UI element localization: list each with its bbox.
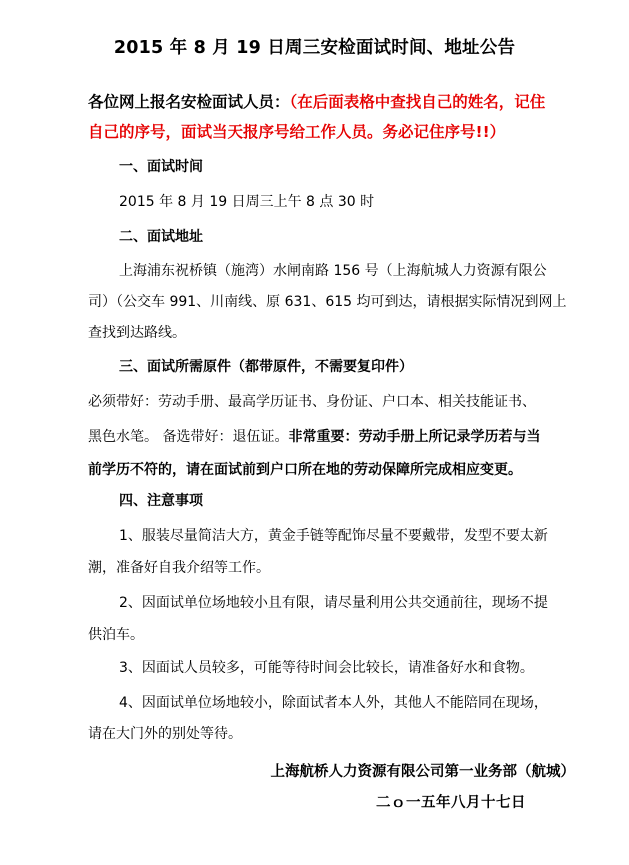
signer-organization: 上海航桥人力资源有限公司第一业务部（航城）: [270, 764, 575, 780]
note-item-2-line-1: 2、因面试单位场地较小且有限，请尽量利用公共交通前往，现场不提: [119, 595, 548, 611]
notice-line-1: [88, 92, 545, 112]
notice-red-text-2: 自己的序号，面试当天报序号给工作人员。务必记住序号!!）: [88, 123, 506, 141]
section-time-content: 2015 年 8 月 19 日周三上午 8 点 30 时: [119, 194, 375, 210]
note-item-4-line-2: 请在大门外的别处等待。: [88, 726, 242, 742]
note-item-4-line-1: 4、因面试单位场地较小，除面试者本人外，其他人不能陪同在现场，: [119, 695, 548, 711]
important-note-text-1: 非常重要：劳动手册上所记录学历若与当: [288, 429, 541, 445]
section-notes-heading: 四、注意事项: [119, 493, 203, 509]
section-address-line-3: 查找到达路线。: [88, 325, 186, 341]
section-address-heading: 二、面试地址: [119, 229, 203, 245]
note-item-1-line-1: 1、服装尽量简洁大方，黄金手链等配饰尽量不要戴带，发型不要太新: [119, 528, 548, 544]
section-time-heading: 一、面试时间: [119, 159, 203, 175]
optional-items-text: 黑色水笔。 备选带好：退伍证。: [88, 429, 289, 445]
important-note-text-2: 前学历不符的，请在面试前到户口所在地的劳动保障所完成相应变更。: [88, 462, 522, 478]
notice-red-text-1: （在后面表格中查找自己的姓名，记住: [289, 93, 546, 111]
notice-lead: 各位网上报名安检面试人员：: [88, 93, 290, 111]
section-documents-line-1: 必须带好：劳动手册、最高学历证书、身份证、户口本、相关技能证书、: [88, 394, 536, 410]
notice-line-2: [88, 122, 505, 142]
signing-date: 二ｏ一五年八月十七日: [376, 795, 526, 811]
section-address-line-2: 司）（公交车 991、川南线、原 631、615 均可到达，请根据实际情况到网上: [88, 294, 567, 310]
note-item-3-line-1: 3、因面试人员较多，可能等待时间会比较长，请准备好水和食物。: [119, 660, 534, 676]
page-title: 2015 年 8 月 19 日周三安检面试时间、地址公告: [113, 38, 516, 58]
section-address-line-1: 上海浦东祝桥镇（施湾）水闸南路 156 号（上海航城人力资源有限公: [119, 263, 547, 279]
section-documents-line-2: [88, 427, 540, 447]
note-item-1-line-2: 潮，准备好自我介绍等工作。: [88, 560, 270, 576]
section-documents-heading: 三、面试所需原件（都带原件，不需要复印件）: [119, 359, 413, 375]
note-item-2-line-2: 供泊车。: [88, 627, 144, 643]
